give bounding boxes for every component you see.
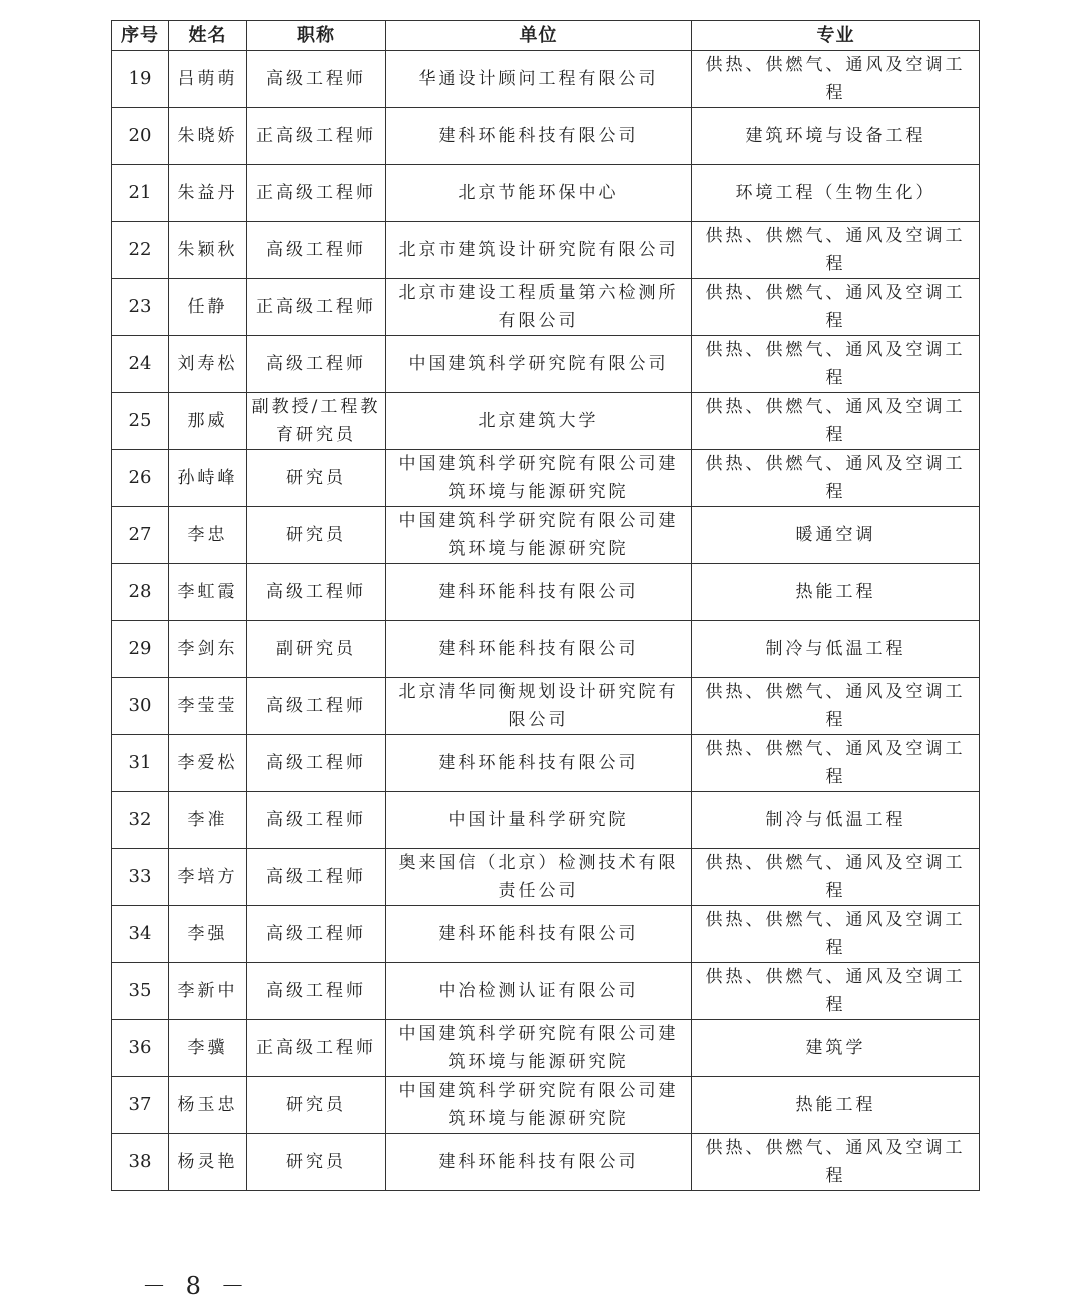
cell-unit: 建科环能科技有限公司 — [386, 564, 692, 621]
cell-unit: 北京清华同衡规划设计研究院有限公司 — [386, 678, 692, 735]
cell-name: 李爱松 — [169, 735, 247, 792]
table-row — [112, 108, 980, 165]
experts-table — [111, 20, 980, 1191]
cell-title: 正高级工程师 — [247, 279, 386, 336]
table-row — [112, 393, 980, 450]
cell-seq: 32 — [112, 792, 169, 849]
cell-title: 高级工程师 — [247, 792, 386, 849]
cell-name: 李莹莹 — [169, 678, 247, 735]
cell-seq: 38 — [112, 1134, 169, 1191]
cell-seq: 27 — [112, 507, 169, 564]
table-row — [112, 450, 980, 507]
cell-seq: 21 — [112, 165, 169, 222]
cell-name: 孙峙峰 — [169, 450, 247, 507]
cell-major: 制冷与低温工程 — [692, 792, 980, 849]
table-row — [112, 222, 980, 279]
cell-name: 李新中 — [169, 963, 247, 1020]
table-row — [112, 849, 980, 906]
cell-seq: 23 — [112, 279, 169, 336]
cell-unit: 中国建筑科学研究院有限公司建筑环境与能源研究院 — [386, 507, 692, 564]
cell-name: 刘寿松 — [169, 336, 247, 393]
cell-title: 正高级工程师 — [247, 165, 386, 222]
cell-title: 高级工程师 — [247, 963, 386, 1020]
table-row — [112, 165, 980, 222]
cell-seq: 29 — [112, 621, 169, 678]
cell-unit: 建科环能科技有限公司 — [386, 906, 692, 963]
cell-major: 供热、供燃气、通风及空调工程 — [692, 393, 980, 450]
cell-major: 建筑环境与设备工程 — [692, 108, 980, 165]
cell-title: 副研究员 — [247, 621, 386, 678]
cell-unit: 中国建筑科学研究院有限公司建筑环境与能源研究院 — [386, 450, 692, 507]
cell-major: 供热、供燃气、通风及空调工程 — [692, 450, 980, 507]
cell-unit: 中国计量科学研究院 — [386, 792, 692, 849]
cell-major: 供热、供燃气、通风及空调工程 — [692, 678, 980, 735]
cell-major: 供热、供燃气、通风及空调工程 — [692, 906, 980, 963]
cell-name: 李强 — [169, 906, 247, 963]
cell-seq: 37 — [112, 1077, 169, 1134]
cell-unit: 建科环能科技有限公司 — [386, 108, 692, 165]
cell-seq: 22 — [112, 222, 169, 279]
header-seq: 序号 — [112, 21, 169, 51]
cell-major: 供热、供燃气、通风及空调工程 — [692, 222, 980, 279]
cell-title: 高级工程师 — [247, 564, 386, 621]
cell-title: 副教授/工程教育研究员 — [247, 393, 386, 450]
cell-title: 高级工程师 — [247, 336, 386, 393]
cell-major: 供热、供燃气、通风及空调工程 — [692, 735, 980, 792]
table-row — [112, 621, 980, 678]
cell-seq: 36 — [112, 1020, 169, 1077]
cell-major: 建筑学 — [692, 1020, 980, 1077]
cell-name: 李忠 — [169, 507, 247, 564]
cell-name: 那威 — [169, 393, 247, 450]
cell-name: 李剑东 — [169, 621, 247, 678]
table-row — [112, 735, 980, 792]
table-row — [112, 51, 980, 108]
cell-seq: 19 — [112, 51, 169, 108]
cell-title: 高级工程师 — [247, 678, 386, 735]
cell-major: 供热、供燃气、通风及空调工程 — [692, 51, 980, 108]
cell-seq: 33 — [112, 849, 169, 906]
table-row — [112, 336, 980, 393]
table-row — [112, 678, 980, 735]
header-unit: 单位 — [386, 21, 692, 51]
cell-name: 李骥 — [169, 1020, 247, 1077]
cell-unit: 中冶检测认证有限公司 — [386, 963, 692, 1020]
header-major: 专业 — [692, 21, 980, 51]
table-row — [112, 279, 980, 336]
header-name: 姓名 — [169, 21, 247, 51]
cell-title: 高级工程师 — [247, 222, 386, 279]
cell-title: 研究员 — [247, 450, 386, 507]
table-body — [112, 51, 980, 1191]
cell-title: 高级工程师 — [247, 849, 386, 906]
cell-title: 高级工程师 — [247, 735, 386, 792]
cell-unit: 建科环能科技有限公司 — [386, 735, 692, 792]
cell-major: 热能工程 — [692, 1077, 980, 1134]
cell-name: 任静 — [169, 279, 247, 336]
cell-major: 环境工程（生物生化） — [692, 165, 980, 222]
cell-seq: 25 — [112, 393, 169, 450]
cell-name: 李虹霞 — [169, 564, 247, 621]
table-row — [112, 1077, 980, 1134]
table-row — [112, 906, 980, 963]
cell-unit: 建科环能科技有限公司 — [386, 621, 692, 678]
cell-unit: 奥来国信（北京）检测技术有限责任公司 — [386, 849, 692, 906]
cell-title: 正高级工程师 — [247, 1020, 386, 1077]
cell-major: 供热、供燃气、通风及空调工程 — [692, 849, 980, 906]
cell-name: 李准 — [169, 792, 247, 849]
cell-unit: 北京市建筑设计研究院有限公司 — [386, 222, 692, 279]
cell-major: 热能工程 — [692, 564, 980, 621]
cell-name: 杨灵艳 — [169, 1134, 247, 1191]
cell-major: 供热、供燃气、通风及空调工程 — [692, 1134, 980, 1191]
cell-unit: 华通设计顾问工程有限公司 — [386, 51, 692, 108]
cell-title: 研究员 — [247, 1077, 386, 1134]
table-header-row — [112, 21, 980, 51]
cell-name: 李培方 — [169, 849, 247, 906]
table-row — [112, 792, 980, 849]
cell-unit: 中国建筑科学研究院有限公司建筑环境与能源研究院 — [386, 1020, 692, 1077]
table-row — [112, 963, 980, 1020]
cell-seq: 30 — [112, 678, 169, 735]
table-row — [112, 507, 980, 564]
cell-major: 供热、供燃气、通风及空调工程 — [692, 279, 980, 336]
page-number: － 8 － — [142, 1272, 251, 1300]
cell-seq: 24 — [112, 336, 169, 393]
cell-seq: 31 — [112, 735, 169, 792]
cell-unit: 北京节能环保中心 — [386, 165, 692, 222]
table-row — [112, 564, 980, 621]
cell-major: 供热、供燃气、通风及空调工程 — [692, 336, 980, 393]
cell-title: 研究员 — [247, 1134, 386, 1191]
table-row — [112, 1020, 980, 1077]
cell-major: 供热、供燃气、通风及空调工程 — [692, 963, 980, 1020]
cell-seq: 28 — [112, 564, 169, 621]
cell-name: 朱颖秋 — [169, 222, 247, 279]
cell-unit: 北京市建设工程质量第六检测所有限公司 — [386, 279, 692, 336]
cell-seq: 20 — [112, 108, 169, 165]
cell-name: 杨玉忠 — [169, 1077, 247, 1134]
header-title: 职称 — [247, 21, 386, 51]
cell-seq: 34 — [112, 906, 169, 963]
cell-major: 制冷与低温工程 — [692, 621, 980, 678]
cell-title: 正高级工程师 — [247, 108, 386, 165]
cell-name: 朱晓娇 — [169, 108, 247, 165]
cell-title: 高级工程师 — [247, 906, 386, 963]
cell-seq: 35 — [112, 963, 169, 1020]
cell-unit: 建科环能科技有限公司 — [386, 1134, 692, 1191]
cell-major: 暖通空调 — [692, 507, 980, 564]
table-row — [112, 1134, 980, 1191]
cell-title: 研究员 — [247, 507, 386, 564]
cell-name: 朱益丹 — [169, 165, 247, 222]
cell-name: 吕萌萌 — [169, 51, 247, 108]
cell-seq: 26 — [112, 450, 169, 507]
cell-title: 高级工程师 — [247, 51, 386, 108]
cell-unit: 北京建筑大学 — [386, 393, 692, 450]
cell-unit: 中国建筑科学研究院有限公司 — [386, 336, 692, 393]
cell-unit: 中国建筑科学研究院有限公司建筑环境与能源研究院 — [386, 1077, 692, 1134]
